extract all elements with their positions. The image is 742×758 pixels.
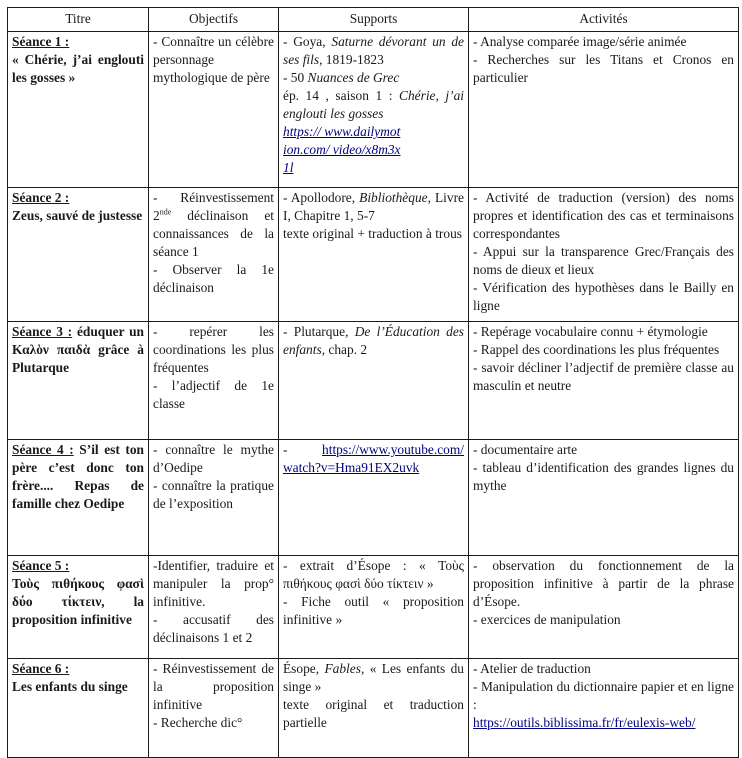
- activite-item: - Atelier de traduction: [473, 661, 591, 676]
- objectif-item: - connaître la pratique de l’exposition: [153, 478, 274, 511]
- support-item: - Fiche outil « proposition infinitive »: [283, 594, 464, 627]
- title-cell: [8, 32, 149, 188]
- supports-cell: [279, 556, 469, 659]
- support-text: - Goya,: [283, 34, 332, 49]
- eulexis-link[interactable]: https://outils.biblissima.fr/fr/eulexis-web/: [473, 715, 696, 730]
- table-row: [8, 659, 739, 758]
- support-text: , chap. 2: [321, 342, 368, 357]
- support-text: - Apollodore,: [283, 190, 360, 205]
- seance-title: S’il est ton père c’est donc ton frère.... Repas de famille chez Oedipe: [12, 442, 144, 511]
- support-work-title: Fables: [324, 661, 361, 676]
- lesson-plan-table: [7, 7, 739, 758]
- support-item: [283, 69, 464, 87]
- activite-item: - Repérage vocabulaire connu + étymologie: [473, 324, 708, 339]
- objectif-item: - Réinvestissement de la proposition infinitive: [153, 661, 274, 712]
- activite-item: - exercices de manipulation: [473, 612, 621, 627]
- support-work-title: Saturne dévorant un de ses fils: [283, 34, 464, 67]
- objectif-item: - Observer la 1e déclinaison: [153, 262, 274, 295]
- supports-cell: [279, 659, 469, 758]
- support-item: texte original + traduction à trous: [283, 226, 462, 241]
- support-text: - Plutarque,: [283, 324, 355, 339]
- header-supports: Supports: [279, 8, 469, 32]
- support-text: Ésope,: [283, 661, 325, 676]
- support-item: [283, 323, 464, 359]
- support-text: ép. 14 , saison 1 :: [283, 88, 400, 103]
- table-row: [8, 440, 739, 556]
- seance-label: Séance 1 :: [12, 34, 70, 49]
- support-text: - 50: [283, 70, 308, 85]
- activites-cell: [469, 440, 739, 556]
- support-item: texte original et traduction partielle: [283, 697, 464, 730]
- seance-title: Les enfants du singe: [12, 679, 128, 694]
- activite-item: - tableau d’identification des grandes lignes du mythe: [473, 460, 734, 493]
- activites-cell: [469, 659, 739, 758]
- supports-cell: [279, 322, 469, 440]
- title-cell: [8, 659, 149, 758]
- ordinal-superscript: nde: [159, 207, 172, 217]
- activite-item: - Analyse comparée image/série animée: [473, 34, 687, 49]
- support-text: , « Les enfants du singe »: [283, 661, 465, 694]
- header-titre: Titre: [8, 8, 149, 32]
- objectifs-cell: [149, 659, 279, 758]
- objectif-item: - repérer les coordinations les plus fréquentes: [153, 324, 274, 375]
- support-text: -: [283, 442, 323, 457]
- support-item: [283, 87, 464, 123]
- supports-cell: [279, 32, 469, 188]
- objectifs-cell: [149, 32, 279, 188]
- support-text: , 1819-1823: [319, 52, 384, 67]
- header-row: [8, 8, 739, 32]
- activite-item: - savoir décliner l’adjectif de première classe au masculin et neutre: [473, 360, 734, 393]
- support-item: [283, 441, 464, 477]
- header-objectifs: Objectifs: [149, 8, 279, 32]
- objectifs-cell: [149, 188, 279, 322]
- seance-label: Séance 5 :: [12, 558, 70, 573]
- seance-title: Zeus, sauvé de justesse: [12, 208, 143, 223]
- objectif-text: 2: [153, 208, 160, 223]
- dailymotion-link[interactable]: https:// www.dailymotion.com/ video/x8m3x1l: [283, 124, 401, 175]
- activite-item: - documentaire arte: [473, 442, 578, 457]
- seance-title: éduquer un Καλὸν παιδὰ grâce à Plutarque: [12, 324, 144, 375]
- support-item: [283, 189, 464, 225]
- objectif-item: - accusatif des déclinaisons 1 et 2: [153, 612, 274, 645]
- support-episode-title: Chérie, j’ai englouti les gosses: [283, 88, 464, 121]
- support-item: - extrait d’Ésope : « Τοὺς πιθήκους φασὶ δύο τίκτειν »: [283, 558, 464, 591]
- activite-item: - Vérification des hypothèses dans le Bailly en ligne: [473, 280, 734, 313]
- support-text: , Livre I, Chapitre 1, 5-7: [283, 190, 464, 223]
- objectifs-cell: [149, 440, 279, 556]
- table-row: [8, 556, 739, 659]
- activite-item: - observation du fonctionnement de la proposition infinitive à partir de la phrase d’Ésope.: [473, 558, 734, 609]
- objectif-item: - Recherche dic°: [153, 715, 243, 730]
- support-work-title: Bibliothèque: [359, 190, 428, 205]
- seance-label: Séance 6 :: [12, 661, 70, 676]
- activites-cell: [469, 556, 739, 659]
- header-activites: Activités: [469, 8, 739, 32]
- table-row: [8, 32, 739, 188]
- activite-item: - Manipulation du dictionnaire papier et en ligne :: [473, 679, 734, 712]
- youtube-link[interactable]: https://www.youtube.com/ watch?v=Hma91EX2uvk: [283, 442, 464, 475]
- title-cell: [8, 556, 149, 659]
- activites-cell: [469, 32, 739, 188]
- table-row: [8, 322, 739, 440]
- table-row: [8, 188, 739, 322]
- seance-title: Τοὺς πιθήκους φασὶ δύο τίκτειν, la proposition infinitive: [12, 576, 144, 627]
- objectif-text: - Réinvestissement: [153, 190, 274, 205]
- objectif-item: - Connaître un célèbre personnage mythologique de père: [153, 34, 274, 85]
- support-work-title: Nuances de Grec: [307, 70, 400, 85]
- activites-cell: [469, 188, 739, 322]
- activite-item: - Appui sur la transparence Grec/Français des noms de dieux et lieux: [473, 244, 734, 277]
- activites-cell: [469, 322, 739, 440]
- seance-label: Séance 3 :: [12, 324, 73, 339]
- title-cell: [8, 322, 149, 440]
- activite-item: - Activité de traduction (version) des noms propres et identification des cas et terminaisons correspondantes: [473, 190, 734, 241]
- seance-label: Séance 2 :: [12, 190, 70, 205]
- supports-cell: [279, 440, 469, 556]
- objectif-item: [153, 189, 274, 261]
- supports-cell: [279, 188, 469, 322]
- support-item: [283, 33, 464, 69]
- objectif-item: - connaître le mythe d’Oedipe: [153, 442, 274, 475]
- objectif-text: déclinaison et connaissances de la séance 1: [153, 208, 274, 259]
- objectifs-cell: [149, 322, 279, 440]
- seance-title: « Chérie, j’ai englouti les gosses »: [12, 52, 144, 85]
- title-cell: [8, 188, 149, 322]
- objectif-item: - l’adjectif de 1e classe: [153, 378, 274, 411]
- support-work-title: De l’Éducation des enfants: [283, 324, 464, 357]
- support-item: [283, 660, 464, 696]
- objectif-item: -Identifier, traduire et manipuler la prop° infinitive.: [153, 558, 274, 609]
- title-cell: [8, 440, 149, 556]
- objectifs-cell: [149, 556, 279, 659]
- seance-label: Séance 4 :: [12, 442, 74, 457]
- activite-item: - Recherches sur les Titans et Cronos en particulier: [473, 52, 734, 85]
- activite-item: - Rappel des coordinations les plus fréquentes: [473, 342, 720, 357]
